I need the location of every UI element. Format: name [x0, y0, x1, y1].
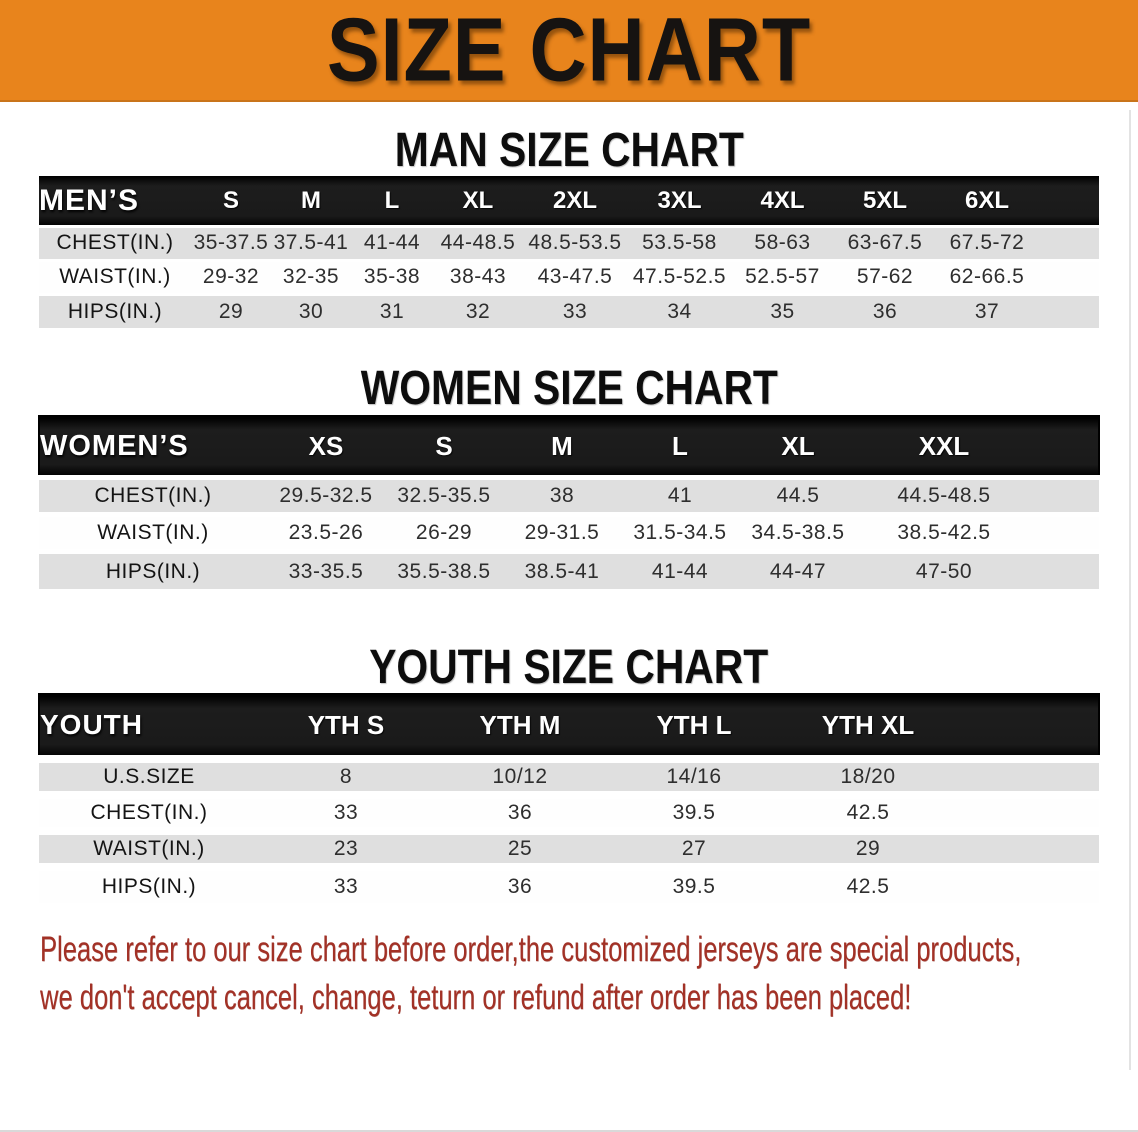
- column-header-cell: YTH XL: [821, 709, 915, 740]
- value-cell: 36: [833, 294, 937, 328]
- value-cell: 32.5-35.5: [385, 478, 503, 515]
- row-label-cell: CHEST(IN.): [39, 226, 191, 260]
- value-cell: 38.5-42.5: [857, 515, 1031, 552]
- column-header-cell: S: [435, 430, 453, 461]
- disclaimer-line-2: we don't accept cancel, change, teturn or refund after order has been placed!: [40, 978, 912, 1018]
- column-header-cell: S: [222, 186, 239, 214]
- spacer-cell: [1031, 478, 1099, 515]
- youth-chart-heading: YOUTH SIZE CHART: [369, 640, 769, 694]
- spacer-cell: [955, 831, 1099, 867]
- value-cell: 10/12: [433, 759, 607, 795]
- value-cell: 57-62: [833, 260, 937, 294]
- value-cell: 31.5-34.5: [621, 515, 739, 552]
- value-cell: 18/20: [781, 759, 955, 795]
- youth-header-row: [39, 694, 1099, 759]
- row-label-cell: U.S.SIZE: [39, 759, 259, 795]
- disclaimer: [40, 929, 1138, 1025]
- value-cell: 29: [781, 831, 955, 867]
- value-cell: 62-66.5: [937, 260, 1037, 294]
- value-cell: 42.5: [781, 795, 955, 831]
- value-cell: 47-50: [857, 552, 1031, 589]
- value-cell: 35-37.5: [191, 226, 271, 260]
- table-row: [39, 795, 1099, 831]
- value-cell: 29: [191, 294, 271, 328]
- column-header-cell: 3XL: [657, 186, 702, 214]
- value-cell: 38.5-41: [503, 552, 621, 589]
- value-cell: 35.5-38.5: [385, 552, 503, 589]
- value-cell: 8: [259, 759, 433, 795]
- men-corner-label: MEN’S: [39, 183, 140, 217]
- men-header-row: [39, 176, 1099, 226]
- table-row: [39, 552, 1099, 589]
- column-header-cell: L: [384, 186, 400, 214]
- value-cell: 44.5: [739, 478, 857, 515]
- value-cell: 30: [271, 294, 351, 328]
- value-cell: 31: [351, 294, 433, 328]
- row-label-cell: CHEST(IN.): [39, 478, 267, 515]
- value-cell: 32: [433, 294, 523, 328]
- spacer-cell: [955, 694, 1099, 759]
- value-cell: 38-43: [433, 260, 523, 294]
- value-cell: 43-47.5: [523, 260, 627, 294]
- value-cell: 63-67.5: [833, 226, 937, 260]
- value-cell: 58-63: [732, 226, 833, 260]
- table-row: [39, 260, 1099, 294]
- spacer-cell: [1031, 416, 1099, 478]
- table-row: [39, 294, 1099, 328]
- row-label-cell: WAIST(IN.): [39, 260, 191, 294]
- value-cell: 29-31.5: [503, 515, 621, 552]
- column-header-cell: L: [672, 430, 688, 461]
- table-row: [39, 831, 1099, 867]
- women-chart-heading: WOMEN SIZE CHART: [360, 362, 778, 416]
- column-header-cell: 4XL: [760, 186, 805, 214]
- table-row: [39, 759, 1099, 795]
- row-label-cell: HIPS(IN.): [39, 294, 191, 328]
- spacer-cell: [1037, 260, 1099, 294]
- value-cell: 36: [433, 795, 607, 831]
- value-cell: 34: [627, 294, 732, 328]
- value-cell: 67.5-72: [937, 226, 1037, 260]
- value-cell: 41-44: [621, 552, 739, 589]
- value-cell: 41: [621, 478, 739, 515]
- value-cell: 33: [259, 795, 433, 831]
- row-label-cell: WAIST(IN.): [39, 515, 267, 552]
- spacer-cell: [1037, 226, 1099, 260]
- column-header-cell: 6XL: [964, 186, 1009, 214]
- column-header-cell: XS: [308, 430, 344, 461]
- value-cell: 37.5-41: [271, 226, 351, 260]
- value-cell: 47.5-52.5: [627, 260, 732, 294]
- men-chart-heading: MAN SIZE CHART: [394, 124, 744, 177]
- value-cell: 44-47: [739, 552, 857, 589]
- column-header-cell: M: [551, 430, 573, 461]
- value-cell: 29-32: [191, 260, 271, 294]
- value-cell: 26-29: [385, 515, 503, 552]
- column-header-cell: XL: [781, 430, 815, 461]
- value-cell: 23.5-26: [267, 515, 385, 552]
- value-cell: 41-44: [351, 226, 433, 260]
- table-row: [39, 515, 1099, 552]
- value-cell: 27: [607, 831, 781, 867]
- value-cell: 29.5-32.5: [267, 478, 385, 515]
- value-cell: 37: [937, 294, 1037, 328]
- value-cell: 39.5: [607, 795, 781, 831]
- value-cell: 33-35.5: [267, 552, 385, 589]
- spacer-cell: [1031, 515, 1099, 552]
- size-chart-banner: [0, 0, 1138, 102]
- column-header-cell: 2XL: [552, 186, 597, 214]
- table-row: [39, 226, 1099, 260]
- value-cell: 39.5: [607, 867, 781, 903]
- column-header-cell: YTH M: [479, 709, 561, 740]
- value-cell: 35: [732, 294, 833, 328]
- row-label-cell: CHEST(IN.): [39, 795, 259, 831]
- row-label-cell: HIPS(IN.): [39, 552, 267, 589]
- value-cell: 42.5: [781, 867, 955, 903]
- column-header-cell: YTH L: [656, 709, 732, 740]
- table-row: [39, 867, 1099, 903]
- value-cell: 53.5-58: [627, 226, 732, 260]
- youth-size-table: [38, 693, 1100, 903]
- value-cell: 23: [259, 831, 433, 867]
- column-header-cell: YTH S: [307, 709, 385, 740]
- value-cell: 48.5-53.5: [523, 226, 627, 260]
- value-cell: 34.5-38.5: [739, 515, 857, 552]
- spacer-cell: [955, 759, 1099, 795]
- spacer-cell: [955, 795, 1099, 831]
- value-cell: 52.5-57: [732, 260, 833, 294]
- value-cell: 35-38: [351, 260, 433, 294]
- image-edge-line: [1129, 110, 1131, 1070]
- table-row: [39, 478, 1099, 515]
- women-size-table: [38, 415, 1100, 589]
- value-cell: 32-35: [271, 260, 351, 294]
- row-label-cell: HIPS(IN.): [39, 867, 259, 903]
- women-header-row: [39, 416, 1099, 478]
- value-cell: 38: [503, 478, 621, 515]
- men-size-table: [39, 176, 1099, 328]
- spacer-cell: [1037, 176, 1099, 226]
- column-header-cell: XL: [462, 186, 494, 214]
- value-cell: 36: [433, 867, 607, 903]
- spacer-cell: [1037, 294, 1099, 328]
- size-tables-container: [0, 102, 1138, 903]
- value-cell: 44-48.5: [433, 226, 523, 260]
- value-cell: 14/16: [607, 759, 781, 795]
- column-header-cell: 5XL: [862, 186, 907, 214]
- value-cell: 44.5-48.5: [857, 478, 1031, 515]
- value-cell: 25: [433, 831, 607, 867]
- value-cell: 33: [259, 867, 433, 903]
- banner-title: SIZE CHART: [326, 0, 812, 100]
- column-header-cell: M: [301, 186, 321, 214]
- spacer-cell: [1031, 552, 1099, 589]
- spacer-cell: [955, 867, 1099, 903]
- youth-corner-label: YOUTH: [40, 709, 143, 741]
- value-cell: 33: [523, 294, 627, 328]
- column-header-cell: XXL: [918, 430, 970, 461]
- disclaimer-line-1: Please refer to our size chart before order,the customized jerseys are special products,: [40, 930, 1022, 970]
- row-label-cell: WAIST(IN.): [39, 831, 259, 867]
- women-corner-label: WOMEN’S: [40, 429, 189, 462]
